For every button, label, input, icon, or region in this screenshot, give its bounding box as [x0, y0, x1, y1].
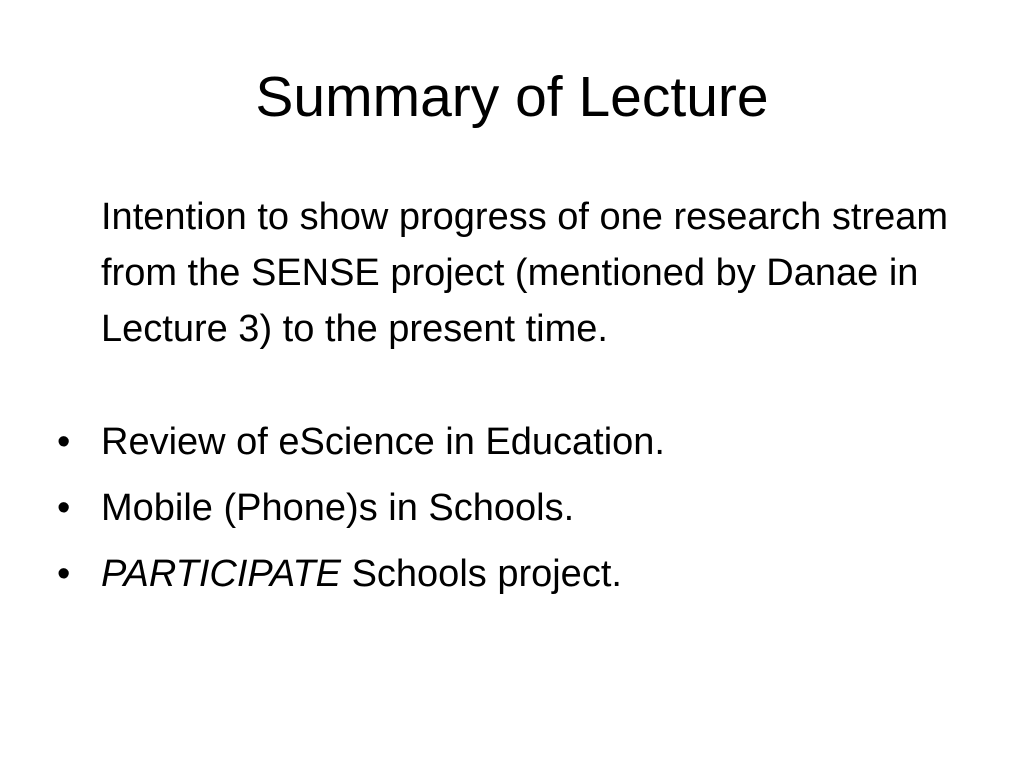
participate-emphasis: PARTICIPATE — [101, 553, 342, 595]
intro-paragraph: Intention to show progress of one research stream from the SENSE project (mentioned by Danae in Lecture 3) to the present time. — [101, 196, 949, 350]
bullet-item-escience-review — [0, 414, 1024, 480]
bullet-item-participate — [0, 546, 1024, 612]
bullet-list — [0, 414, 1024, 612]
bullet-icon: • — [57, 553, 71, 595]
slide-title: Summary of Lecture — [255, 65, 769, 129]
bullet-icon: • — [57, 487, 71, 529]
bullet-text: Review of eScience in Education. — [101, 421, 665, 463]
bullet-item-mobile-phones — [0, 480, 1024, 546]
bullet-icon: • — [57, 421, 71, 463]
bullet-text: Schools project. — [341, 553, 622, 595]
bullet-text: Mobile (Phone)s in Schools. — [101, 487, 575, 529]
bullet-text-group — [101, 546, 622, 602]
